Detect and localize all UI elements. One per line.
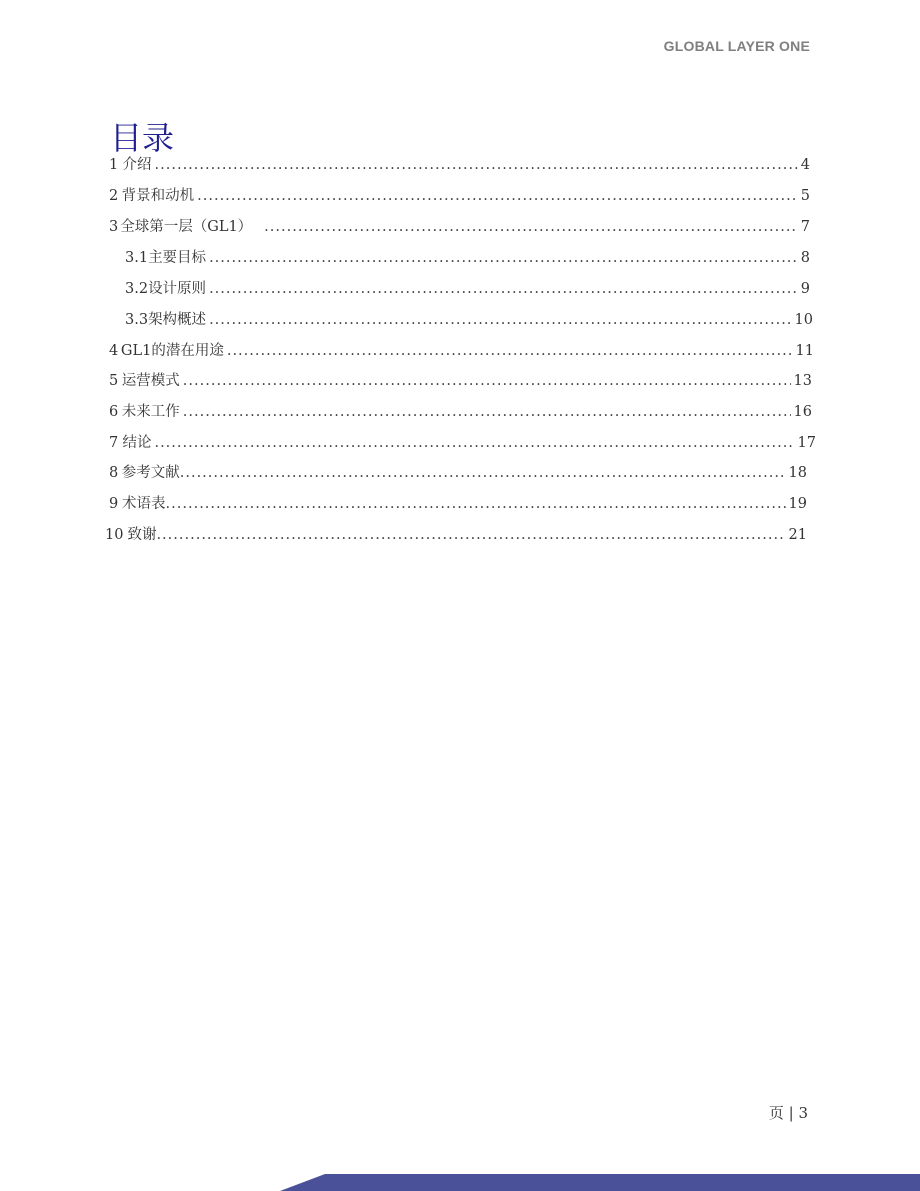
toc-dot-leader	[155, 154, 798, 176]
toc-entry[interactable]	[109, 185, 810, 207]
toc-dot-leader	[156, 524, 785, 546]
toc-entry-number: 5	[109, 373, 119, 389]
toc-entry-page: 7	[800, 219, 810, 235]
toc-entry[interactable]	[125, 309, 813, 331]
toc-dot-leader	[209, 309, 791, 331]
toc-entry-label: 介绍	[122, 157, 152, 173]
toc-entry-page: 16	[793, 404, 812, 420]
toc-entry[interactable]	[125, 247, 810, 269]
toc-entry[interactable]	[105, 524, 807, 546]
toc-entry-number: 10	[105, 527, 124, 543]
footer-band	[280, 1174, 920, 1191]
toc-entry-number: 7	[109, 435, 119, 451]
toc-entry-page: 5	[800, 188, 810, 204]
toc-entry-label: 主要目标	[148, 250, 207, 266]
toc-entry-label: 运营模式	[121, 373, 180, 389]
toc-dot-leader	[166, 493, 786, 515]
toc-entry-page: 10	[794, 312, 813, 328]
toc-dot-leader	[180, 462, 786, 484]
toc-dot-leader	[154, 432, 794, 454]
toc-entry-label: 背景和动机	[121, 188, 195, 204]
toc-entry[interactable]	[109, 432, 816, 454]
toc-entry-page: 17	[797, 435, 816, 451]
toc-entry-page: 9	[800, 281, 810, 297]
toc-entry-label: 架构概述	[148, 312, 207, 328]
toc-entry-page: 21	[788, 527, 807, 543]
toc-entry-number: 1	[109, 157, 119, 173]
toc-entry[interactable]	[109, 401, 812, 423]
toc-entry-label: 全球第一层（GL1）	[120, 219, 253, 235]
toc-entry-label: 设计原则	[148, 281, 207, 297]
toc-dot-leader	[264, 216, 798, 238]
toc-entry-page: 18	[788, 465, 807, 481]
toc-entry-number: 8	[109, 465, 119, 481]
toc-entry-number: 2	[109, 188, 119, 204]
toc-entry[interactable]	[125, 278, 810, 300]
toc-entry-label: 术语表	[122, 496, 166, 512]
toc-dot-leader	[209, 278, 798, 300]
toc-dot-leader	[183, 370, 791, 392]
toc-entry-number: 9	[109, 496, 119, 512]
toc-entry[interactable]	[109, 154, 810, 176]
toc-dot-leader	[197, 185, 798, 207]
toc-entry-page: 8	[800, 250, 810, 266]
toc-dot-leader	[227, 340, 793, 362]
toc-entry-label: 参考文献	[121, 465, 180, 481]
page-number: 页 | 3	[768, 1104, 808, 1122]
toc-entry-page: 11	[795, 343, 814, 359]
toc-entry-number: 3.1	[125, 250, 149, 266]
toc-entry-page: 4	[800, 157, 810, 173]
toc-dot-leader	[183, 401, 791, 423]
toc-entry-label: 致谢	[127, 527, 157, 543]
toc-entry-number: 3.2	[125, 281, 149, 297]
toc-entry-page: 19	[788, 496, 807, 512]
toc-entry-page: 13	[793, 373, 812, 389]
toc-entry[interactable]	[109, 462, 807, 484]
toc-entry[interactable]	[109, 493, 807, 515]
toc-entry-label: GL1的潜在用途	[120, 343, 224, 359]
footer-band-shape	[280, 1174, 920, 1191]
toc-entry-label: 结论	[122, 435, 152, 451]
toc-entry-number: 3.3	[125, 312, 149, 328]
toc-entry[interactable]	[109, 370, 812, 392]
toc-entry-number: 3	[109, 219, 119, 235]
toc-entry[interactable]	[109, 216, 810, 238]
toc-entry[interactable]	[109, 340, 814, 362]
toc-title: 目录	[110, 119, 175, 157]
running-header: GLOBAL LAYER ONE	[663, 38, 810, 54]
toc-dot-leader	[209, 247, 798, 269]
toc-entry-number: 4	[109, 343, 119, 359]
toc-entry-number: 6	[109, 404, 119, 420]
toc-entry-label: 未来工作	[121, 404, 180, 420]
